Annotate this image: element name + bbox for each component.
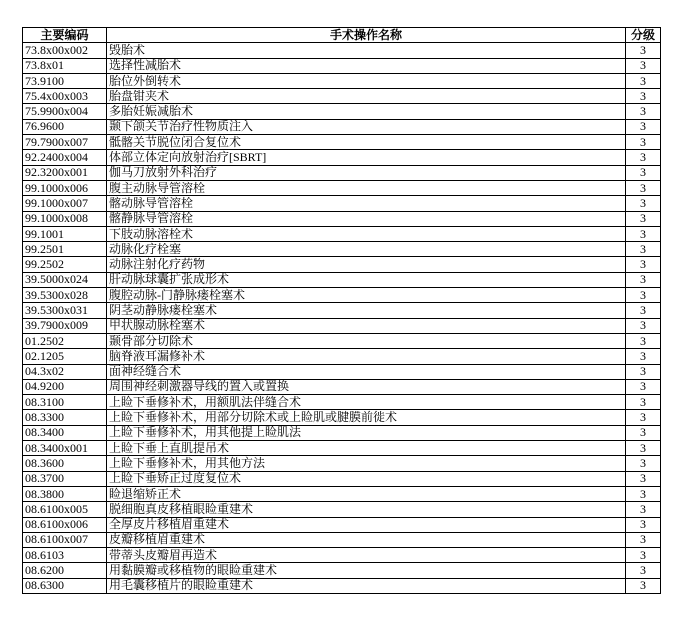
cell-code: 08.6100x007 (23, 532, 107, 547)
cell-name: 颞下颌关节治疗性物质注入 (107, 119, 626, 134)
cell-name: 用毛囊移植片的眼睑重建术 (107, 578, 626, 593)
cell-name: 上睑下垂上直肌提吊术 (107, 441, 626, 456)
cell-name: 脱细胞真皮移植眼睑重建术 (107, 502, 626, 517)
cell-code: 04.9200 (23, 379, 107, 394)
cell-level: 3 (626, 333, 661, 348)
cell-name: 肝动脉球囊扩张成形术 (107, 272, 626, 287)
cell-level: 3 (626, 318, 661, 333)
table-row (23, 288, 661, 303)
cell-code: 08.6103 (23, 548, 107, 563)
table-row (23, 318, 661, 333)
cell-level: 3 (626, 288, 661, 303)
cell-code: 75.9900x004 (23, 104, 107, 119)
cell-code: 08.3400x001 (23, 441, 107, 456)
header-level: 分级 (626, 28, 661, 43)
cell-code: 08.6100x006 (23, 517, 107, 532)
cell-level: 3 (626, 303, 661, 318)
cell-name: 睑退缩矫正术 (107, 486, 626, 501)
cell-name: 上睑下垂矫正过度复位术 (107, 471, 626, 486)
table-row (23, 226, 661, 241)
table-row (23, 471, 661, 486)
cell-name: 脑脊液耳漏修补术 (107, 349, 626, 364)
cell-level: 3 (626, 517, 661, 532)
cell-name: 腹主动脉导管溶栓 (107, 180, 626, 195)
cell-code: 08.6200 (23, 563, 107, 578)
table-row (23, 563, 661, 578)
table-body (23, 43, 661, 594)
cell-code: 39.7900x009 (23, 318, 107, 333)
table-row (23, 150, 661, 165)
table-row (23, 456, 661, 471)
table-row (23, 517, 661, 532)
cell-code: 92.3200x001 (23, 165, 107, 180)
table-row (23, 257, 661, 272)
cell-name: 动脉化疗栓塞 (107, 242, 626, 257)
cell-level: 3 (626, 73, 661, 88)
cell-name: 皮瓣移植眉重建术 (107, 532, 626, 547)
cell-code: 08.3400 (23, 425, 107, 440)
cell-level: 3 (626, 242, 661, 257)
table-header (23, 28, 661, 43)
table-row (23, 364, 661, 379)
cell-level: 3 (626, 43, 661, 58)
cell-name: 颞骨部分切除术 (107, 333, 626, 348)
cell-name: 全厚皮片移植眉重建术 (107, 517, 626, 532)
cell-level: 3 (626, 196, 661, 211)
cell-level: 3 (626, 119, 661, 134)
cell-name: 毁胎术 (107, 43, 626, 58)
table-row (23, 135, 661, 150)
cell-level: 3 (626, 532, 661, 547)
cell-level: 3 (626, 410, 661, 425)
cell-level: 3 (626, 395, 661, 410)
cell-level: 3 (626, 104, 661, 119)
cell-name: 带蒂头皮瓣眉再造术 (107, 548, 626, 563)
cell-level: 3 (626, 58, 661, 73)
cell-name: 上睑下垂修补术，用其他方法 (107, 456, 626, 471)
cell-level: 3 (626, 257, 661, 272)
table-row (23, 379, 661, 394)
cell-code: 75.4x00x003 (23, 89, 107, 104)
cell-code: 08.6300 (23, 578, 107, 593)
cell-code: 02.1205 (23, 349, 107, 364)
table-row (23, 180, 661, 195)
table-row (23, 578, 661, 593)
cell-name: 上睑下垂修补术，用其他提上睑肌法 (107, 425, 626, 440)
table-row (23, 395, 661, 410)
cell-name: 多胎妊娠减胎术 (107, 104, 626, 119)
header-code: 主要编码 (23, 28, 107, 43)
cell-level: 3 (626, 456, 661, 471)
cell-name: 上睑下垂修补术，用部分切除术或上睑肌或腱膜前徙术 (107, 410, 626, 425)
cell-code: 73.9100 (23, 73, 107, 88)
table-row (23, 532, 661, 547)
cell-code: 99.2502 (23, 257, 107, 272)
cell-level: 3 (626, 548, 661, 563)
cell-name: 下肢动脉溶栓术 (107, 226, 626, 241)
cell-level: 3 (626, 135, 661, 150)
cell-code: 39.5000x024 (23, 272, 107, 287)
header-row (23, 28, 661, 43)
cell-code: 99.1000x006 (23, 180, 107, 195)
cell-level: 3 (626, 471, 661, 486)
cell-code: 08.6100x005 (23, 502, 107, 517)
cell-name: 胎盘钳夹术 (107, 89, 626, 104)
cell-name: 面神经缝合术 (107, 364, 626, 379)
cell-level: 3 (626, 425, 661, 440)
table-row (23, 548, 661, 563)
cell-level: 3 (626, 379, 661, 394)
cell-code: 79.7900x007 (23, 135, 107, 150)
cell-name: 选择性减胎术 (107, 58, 626, 73)
cell-code: 08.3700 (23, 471, 107, 486)
table-row (23, 58, 661, 73)
cell-name: 体部立体定向放射治疗[SBRT] (107, 150, 626, 165)
header-name: 手术操作名称 (107, 28, 626, 43)
cell-code: 08.3800 (23, 486, 107, 501)
cell-code: 08.3100 (23, 395, 107, 410)
cell-name: 甲状腺动脉栓塞术 (107, 318, 626, 333)
cell-level: 3 (626, 364, 661, 379)
table-row (23, 211, 661, 226)
table-row (23, 333, 661, 348)
cell-code: 73.8x01 (23, 58, 107, 73)
procedure-table (22, 27, 661, 594)
cell-level: 3 (626, 226, 661, 241)
cell-code: 08.3300 (23, 410, 107, 425)
cell-code: 99.1001 (23, 226, 107, 241)
cell-level: 3 (626, 211, 661, 226)
cell-level: 3 (626, 165, 661, 180)
table-row (23, 425, 661, 440)
table-row (23, 272, 661, 287)
cell-code: 08.3600 (23, 456, 107, 471)
cell-name: 髂静脉导管溶栓 (107, 211, 626, 226)
cell-level: 3 (626, 272, 661, 287)
table-row (23, 104, 661, 119)
cell-level: 3 (626, 578, 661, 593)
cell-level: 3 (626, 89, 661, 104)
cell-code: 39.5300x031 (23, 303, 107, 318)
cell-level: 3 (626, 441, 661, 456)
cell-name: 伽马刀放射外科治疗 (107, 165, 626, 180)
cell-code: 99.1000x007 (23, 196, 107, 211)
table-row (23, 119, 661, 134)
cell-level: 3 (626, 180, 661, 195)
table-row (23, 196, 661, 211)
cell-name: 腹腔动脉-门静脉瘘栓塞术 (107, 288, 626, 303)
table-row (23, 502, 661, 517)
cell-code: 99.2501 (23, 242, 107, 257)
cell-level: 3 (626, 486, 661, 501)
cell-name: 用黏膜瓣或移植物的眼睑重建术 (107, 563, 626, 578)
cell-name: 周围神经刺激器导线的置入或置换 (107, 379, 626, 394)
cell-name: 胎位外倒转术 (107, 73, 626, 88)
cell-code: 92.2400x004 (23, 150, 107, 165)
cell-name: 髂动脉导管溶栓 (107, 196, 626, 211)
cell-name: 阴茎动静脉瘘栓塞术 (107, 303, 626, 318)
table-row (23, 303, 661, 318)
cell-code: 01.2502 (23, 333, 107, 348)
cell-code: 99.1000x008 (23, 211, 107, 226)
table-row (23, 43, 661, 58)
table-row (23, 441, 661, 456)
cell-level: 3 (626, 563, 661, 578)
table-row (23, 349, 661, 364)
table-row (23, 410, 661, 425)
table-row (23, 165, 661, 180)
cell-code: 39.5300x028 (23, 288, 107, 303)
cell-level: 3 (626, 349, 661, 364)
cell-code: 76.9600 (23, 119, 107, 134)
cell-name: 骶髂关节脱位闭合复位术 (107, 135, 626, 150)
cell-name: 动脉注射化疗药物 (107, 257, 626, 272)
table-row (23, 242, 661, 257)
table-row (23, 73, 661, 88)
cell-code: 73.8x00x002 (23, 43, 107, 58)
cell-level: 3 (626, 150, 661, 165)
table-row (23, 486, 661, 501)
cell-level: 3 (626, 502, 661, 517)
cell-code: 04.3x02 (23, 364, 107, 379)
table-row (23, 89, 661, 104)
cell-name: 上睑下垂修补术，用额肌法伴缝合术 (107, 395, 626, 410)
